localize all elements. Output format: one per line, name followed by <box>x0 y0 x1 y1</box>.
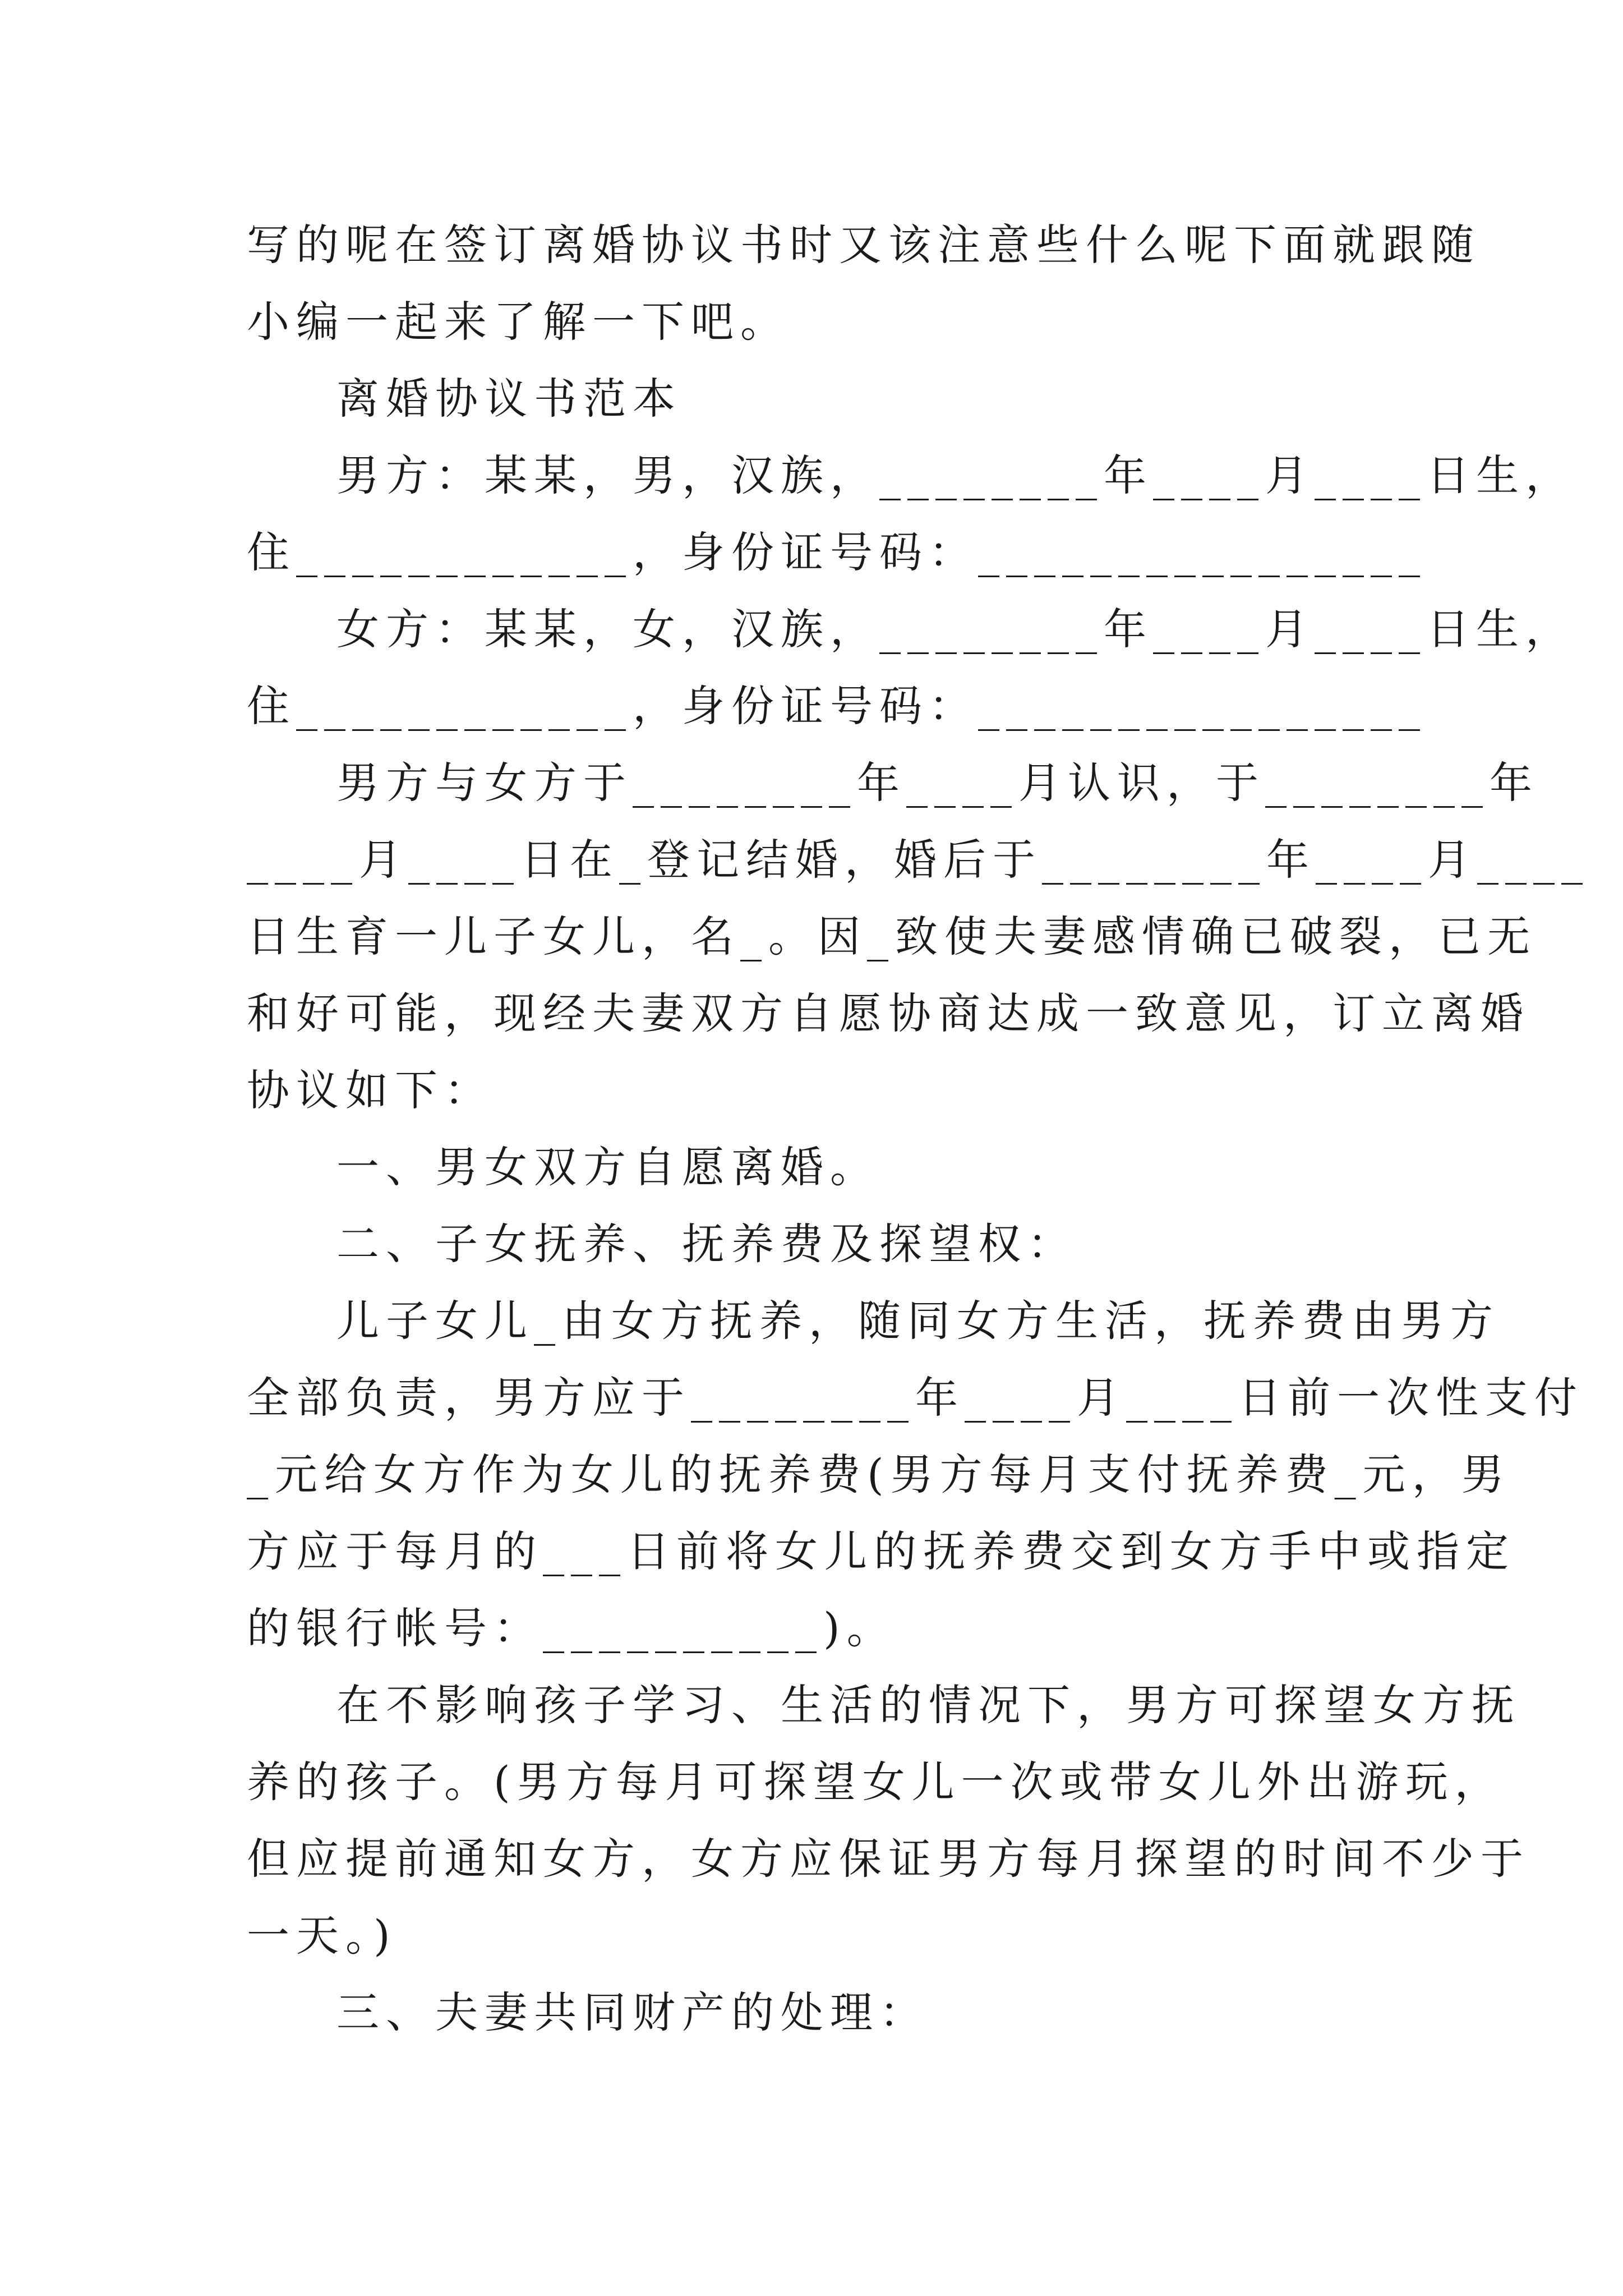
text-line: _元给女方作为女儿的抚养费(男方每月支付抚养费_元，男 <box>247 1450 1511 1499</box>
document-title: 离婚协议书范本 <box>336 374 682 424</box>
text-line: 的银行帐号：__________)。 <box>247 1603 896 1653</box>
text-line: 方应于每月的___日前将女儿的抚养费交到女方手中或指定 <box>247 1526 1515 1576</box>
text-line: 住____________，身份证号码：________________ <box>247 527 1427 577</box>
section-heading: 三、夫妻共同财产的处理： <box>336 1987 929 2037</box>
text-line: 男方：某某，男，汉族，________年____月____日生， <box>336 450 1575 500</box>
text-line: 男方与女方于________年____月认识，于________年 <box>336 758 1539 808</box>
text-line: 女方：某某，女，汉族，________年____月____日生， <box>336 604 1575 654</box>
text-line: 一天。) <box>247 1911 397 1961</box>
document-body <box>247 206 1589 2051</box>
text-line: 和好可能，现经夫妻双方自愿协商达成一致意见，订立离婚 <box>247 988 1530 1038</box>
section-heading: 二、子女抚养、抚养费及探望权： <box>336 1219 1077 1269</box>
text-line: 协议如下： <box>247 1065 494 1115</box>
text-line: 儿子女儿_由女方抚养，随同女方生活，抚养费由男方 <box>336 1296 1500 1346</box>
text-line: 养的孩子。(男方每月可探望女儿一次或带女儿外出游玩， <box>247 1757 1504 1807</box>
section-heading: 一、男女双方自愿离婚。 <box>336 1142 879 1192</box>
text-line: 在不影响孩子学习、生活的情况下，男方可探望女方抚 <box>336 1680 1521 1730</box>
text-line: 写的呢在签订离婚协议书时又该注意些什么呢下面就跟随 <box>247 220 1481 270</box>
text-line: 小编一起来了解一下吧。 <box>247 297 790 347</box>
text-line: 住____________，身份证号码：________________ <box>247 681 1427 731</box>
text-line: 日生育一儿子女儿，名_。因_致使夫妻感情确已破裂，已无 <box>247 912 1537 961</box>
text-line: 全部负责，男方应于________年____月____日前一次性支付 <box>247 1373 1584 1423</box>
text-line: 但应提前通知女方，女方应保证男方每月探望的时间不少于 <box>247 1834 1530 1884</box>
text-line: ____月____日在_登记结婚，婚后于________年____月____ <box>247 835 1589 885</box>
